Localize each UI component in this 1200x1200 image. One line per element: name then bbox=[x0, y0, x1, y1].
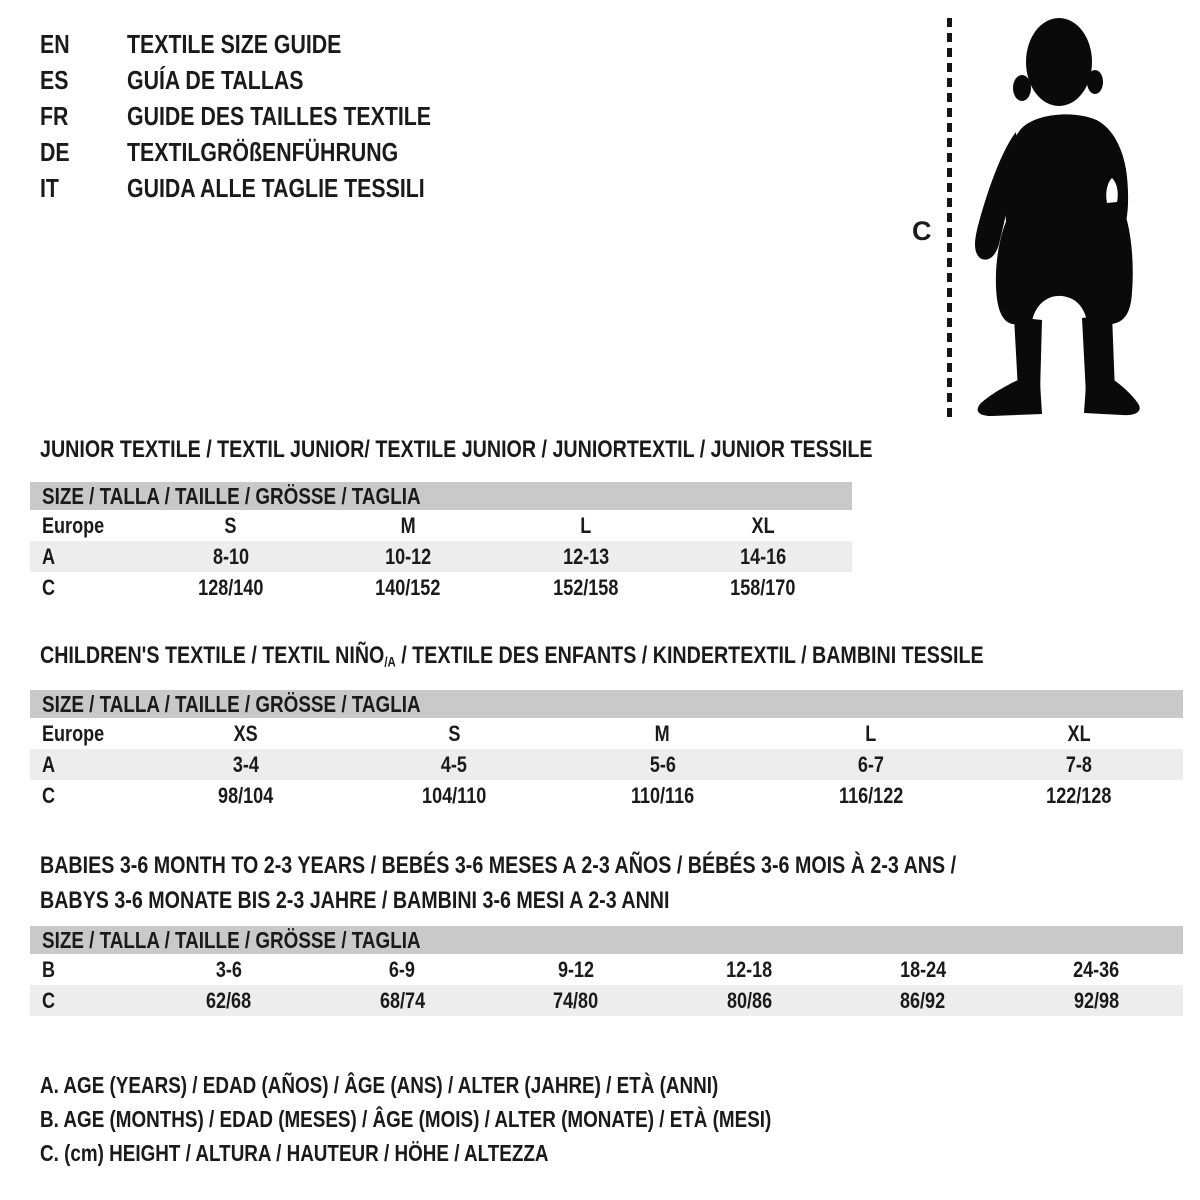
height-dashed-line bbox=[947, 18, 952, 418]
size-header-label: SIZE / TALLA / TAILLE / GRÖSSE / TAGLIA bbox=[42, 926, 421, 953]
children-size-table bbox=[30, 690, 1183, 811]
cell: L bbox=[580, 512, 592, 538]
cell: 4-5 bbox=[441, 751, 468, 777]
language-code: EN bbox=[40, 29, 70, 59]
guide-title-es: GUÍA DE TALLAS bbox=[127, 65, 304, 95]
language-code: IT bbox=[40, 173, 59, 203]
guide-title-it: GUIDA ALLE TAGLIE TESSILI bbox=[127, 173, 425, 203]
footnotes bbox=[40, 1068, 932, 1170]
size-header-label: SIZE / TALLA / TAILLE / GRÖSSE / TAGLIA bbox=[42, 690, 421, 717]
cell: 62/68 bbox=[206, 987, 252, 1013]
table-row bbox=[30, 954, 1183, 985]
cell: 104/110 bbox=[422, 782, 487, 808]
cell: 140/152 bbox=[375, 574, 441, 600]
size-header-row bbox=[30, 482, 852, 510]
footnote-b-text: B. AGE (MONTHS) / EDAD (MESES) / ÂGE (MOIS) / ALTER (MONATE) / ETÀ (MESI) bbox=[40, 1106, 772, 1132]
table-row bbox=[30, 749, 1183, 780]
language-row-en bbox=[40, 26, 498, 62]
cell: 7-8 bbox=[1065, 751, 1092, 777]
cell: 6-7 bbox=[857, 751, 884, 777]
language-code: ES bbox=[40, 65, 69, 95]
cell: 5-6 bbox=[649, 751, 676, 777]
footnote-c bbox=[40, 1136, 932, 1170]
table-row bbox=[30, 510, 852, 541]
cell: 3-6 bbox=[215, 956, 242, 982]
language-code: FR bbox=[40, 101, 69, 131]
cell: 18-24 bbox=[899, 956, 946, 982]
cell: 3-4 bbox=[233, 751, 260, 777]
toddler-silhouette-icon bbox=[960, 12, 1160, 417]
cell: 158/170 bbox=[730, 574, 796, 600]
cell: XS bbox=[234, 720, 259, 746]
table-row bbox=[30, 780, 1183, 811]
footnote-c-text: C. (cm) HEIGHT / ALTURA / HAUTEUR / HÖHE / ALTEZZA bbox=[40, 1140, 549, 1166]
size-header-row bbox=[30, 690, 1183, 718]
language-row-fr bbox=[40, 98, 498, 134]
language-row-es bbox=[40, 62, 498, 98]
cell: 110/116 bbox=[630, 782, 695, 808]
title-sub: /A bbox=[384, 653, 396, 670]
cell: S bbox=[224, 512, 237, 538]
cell: 8-10 bbox=[212, 543, 249, 569]
footnote-a-text: A. AGE (YEARS) / EDAD (AÑOS) / ÂGE (ANS) / ALTER (JAHRE) / ETÀ (ANNI) bbox=[40, 1072, 719, 1098]
row-label: A bbox=[42, 543, 56, 569]
cell: 86/92 bbox=[900, 987, 946, 1013]
height-measure-label: C bbox=[912, 216, 932, 246]
footnote-a bbox=[40, 1068, 932, 1102]
babies-title-line1: BABIES 3-6 MONTH TO 2-3 YEARS / BEBÉS 3-6 MESES A 2-3 AÑOS / BÉBÉS 3-6 MOIS À 2-3 ANS / bbox=[40, 852, 957, 879]
cell: M bbox=[400, 512, 416, 538]
row-label: C bbox=[42, 782, 56, 808]
children-section-title-text bbox=[40, 642, 984, 670]
cell: 9-12 bbox=[557, 956, 594, 982]
cell: 122/128 bbox=[1046, 782, 1112, 808]
row-label: Europe bbox=[42, 512, 105, 538]
language-row-de bbox=[40, 134, 498, 170]
size-header-label: SIZE / TALLA / TAILLE / GRÖSSE / TAGLIA bbox=[42, 482, 421, 509]
row-label: C bbox=[42, 574, 56, 600]
cell: 74/80 bbox=[553, 987, 599, 1013]
cell: 68/74 bbox=[379, 987, 425, 1013]
cell: 116/122 bbox=[838, 782, 903, 808]
cell: XL bbox=[1067, 720, 1091, 746]
babies-title-line2: BABYS 3-6 MONATE BIS 2-3 JAHRE / BAMBINI 3-6 MESI A 2-3 ANNI bbox=[40, 887, 670, 914]
language-code: DE bbox=[40, 137, 70, 167]
cell: 12-13 bbox=[562, 543, 609, 569]
junior-section-title-text: JUNIOR TEXTILE / TEXTIL JUNIOR/ TEXTILE JUNIOR / JUNIORTEXTIL / JUNIOR TESSILE bbox=[40, 436, 873, 463]
children-section-title bbox=[40, 642, 1191, 670]
table-row bbox=[30, 718, 1183, 749]
row-label: C bbox=[42, 987, 56, 1013]
row-label: A bbox=[42, 751, 56, 777]
footnote-b bbox=[40, 1102, 932, 1136]
table-row bbox=[30, 985, 1183, 1016]
cell: 12-18 bbox=[726, 956, 773, 982]
cell: S bbox=[448, 720, 461, 746]
cell: 6-9 bbox=[389, 956, 416, 982]
cell: 98/104 bbox=[218, 782, 274, 808]
row-label: Europe bbox=[42, 720, 105, 746]
language-row-it bbox=[40, 170, 498, 206]
cell: M bbox=[654, 720, 670, 746]
cell: 80/86 bbox=[726, 987, 772, 1013]
guide-title-fr: GUIDE DES TAILLES TEXTILE bbox=[127, 101, 432, 131]
cell: 92/98 bbox=[1073, 987, 1119, 1013]
cell: XL bbox=[751, 512, 775, 538]
guide-title-en: TEXTILE SIZE GUIDE bbox=[127, 29, 342, 59]
title-pre: CHILDREN'S TEXTILE / TEXTIL NIÑO bbox=[40, 642, 385, 669]
cell: 10-12 bbox=[385, 543, 432, 569]
junior-section-title bbox=[40, 436, 1055, 464]
cell: L bbox=[865, 720, 877, 746]
babies-section-title bbox=[40, 848, 1157, 918]
language-title-list bbox=[40, 26, 498, 206]
size-header-row bbox=[30, 926, 1183, 954]
table-row bbox=[30, 541, 852, 572]
cell: 24-36 bbox=[1073, 956, 1120, 982]
table-row bbox=[30, 572, 852, 603]
title-post: / TEXTILE DES ENFANTS / KINDERTEXTIL / BAMBINI TESSILE bbox=[395, 642, 984, 669]
row-label: B bbox=[42, 956, 56, 982]
babies-size-table bbox=[30, 926, 1183, 1016]
junior-size-table bbox=[30, 482, 852, 603]
guide-title-de: TEXTILGRÖßENFÜHRUNG bbox=[127, 137, 399, 167]
cell: 152/158 bbox=[553, 574, 619, 600]
cell: 14-16 bbox=[740, 543, 787, 569]
cell: 128/140 bbox=[198, 574, 264, 600]
